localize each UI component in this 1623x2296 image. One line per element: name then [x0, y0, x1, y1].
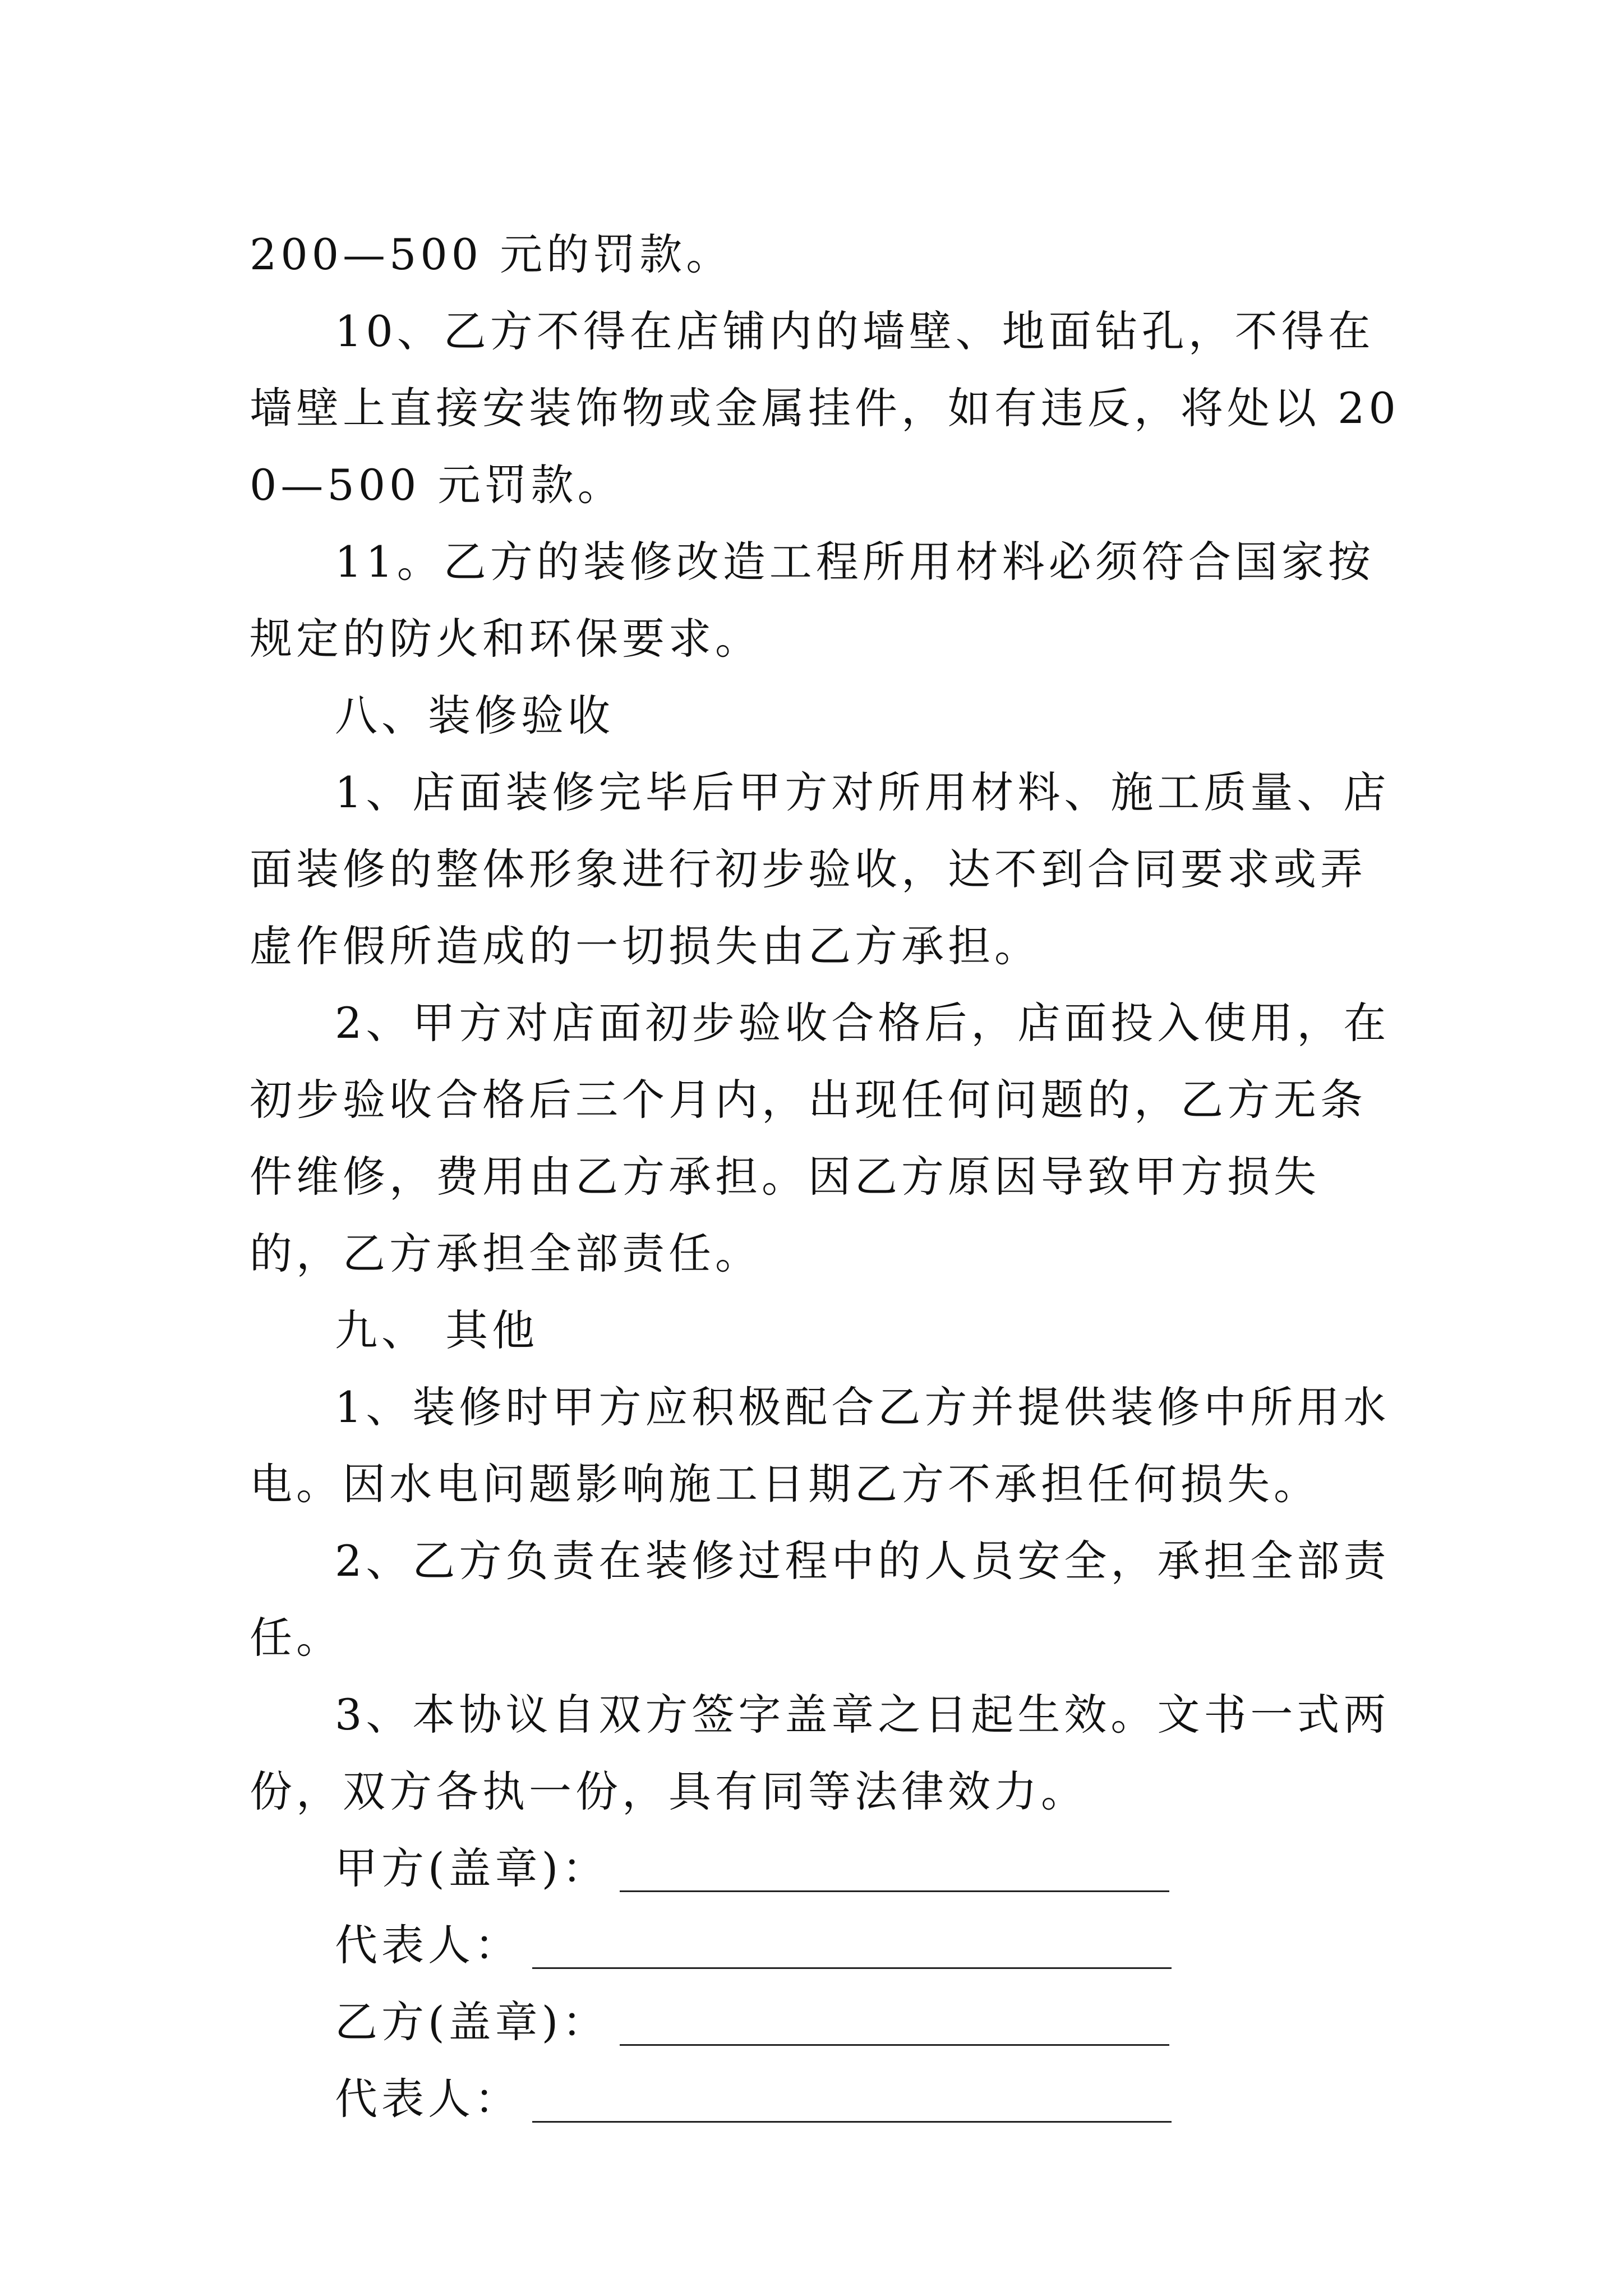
signature-row-party-b-representative — [250, 2060, 1405, 2137]
signature-row-party-a-representative — [250, 1907, 1405, 1984]
signature-label-party-a-representative: 代表人： — [335, 1920, 521, 1970]
signature-label-party-b-representative: 代表人： — [335, 2074, 521, 2124]
paragraph-clause-10: 10、乙方不得在店铺内的墙壁、地面钻孔，不得在墙壁上直接安装饰物或金属挂件，如有违反，将处以 200—500 元罚款。 — [250, 306, 1400, 510]
paragraph-fine-continuation: 200—500 元的罚款。 — [250, 229, 733, 279]
signature-row-party-b — [250, 1984, 1405, 2060]
paragraph-other-1: 1、装修时甲方应积极配合乙方并提供装修中所用水电。因水电问题影响施工日期乙方不承担任何损失。 — [250, 1382, 1390, 1509]
paragraph-acceptance-1: 1、店面装修完毕后甲方对所用材料、施工质量、店面装修的整体形象进行初步验收，达不到合同要求或弄虚作假所造成的一切损失由乙方承担。 — [250, 767, 1390, 971]
paragraph-other-3: 3、本协议自双方签字盖章之日起生效。文书一式两份，双方各执一份，具有同等法律效力。 — [250, 1690, 1390, 1816]
section-heading-other: 九、 其他 — [335, 1305, 539, 1355]
paragraph-clause-11: 11。乙方的装修改造工程所用材料必须符合国家按规定的防火和环保要求。 — [250, 537, 1375, 664]
section-heading-acceptance: 八、装修验收 — [335, 691, 614, 740]
signature-row-party-a — [250, 1830, 1405, 1907]
signature-line-party-b-representative[interactable] — [532, 2121, 1172, 2123]
signature-label-party-a: 甲方(盖章)： — [335, 1843, 609, 1893]
paragraph-other-2: 2、乙方负责在装修过程中的人员安全，承担全部责任。 — [250, 1536, 1390, 1663]
signature-line-party-b[interactable] — [620, 2044, 1169, 2046]
document-body — [250, 216, 1405, 2137]
paragraph-acceptance-2: 2、甲方对店面初步验收合格后，店面投入使用，在初步验收合格后三个月内，出现任何问题的，乙方无条件维修，费用由乙方承担。因乙方原因导致甲方损失的，乙方承担全部责任。 — [250, 998, 1390, 1278]
signature-line-party-a-representative[interactable] — [532, 1967, 1172, 1969]
signature-line-party-a[interactable] — [620, 1890, 1169, 1892]
signature-label-party-b: 乙方(盖章)： — [335, 1997, 609, 2047]
